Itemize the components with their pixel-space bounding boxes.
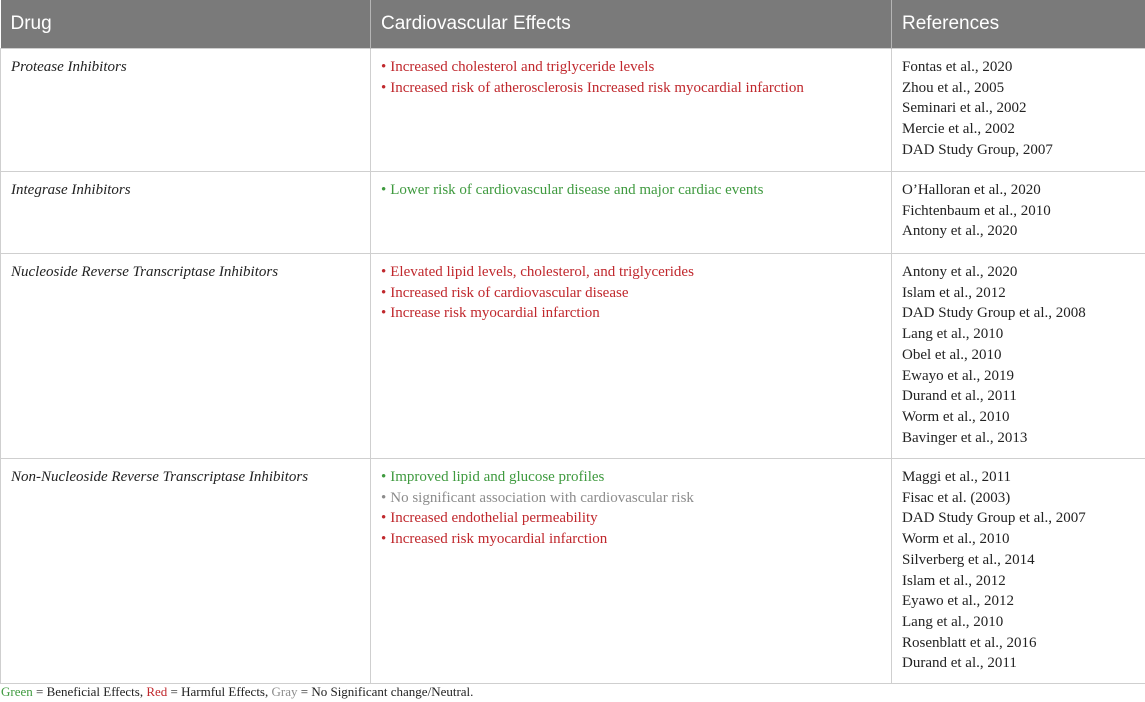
table-row	[1, 49, 1145, 172]
bullet-icon: •	[381, 489, 387, 506]
references-list	[902, 467, 1135, 674]
effects-cell	[371, 49, 892, 172]
legend-red-meaning: = Harmful Effects,	[167, 684, 272, 699]
reference-item: DAD Study Group et al., 2007	[902, 510, 1086, 527]
effects-list	[381, 180, 881, 201]
reference-item: Lang et al., 2010	[902, 613, 1004, 630]
bullet-icon: •	[381, 264, 387, 280]
reference-item: Fisac et al. (2003)	[902, 489, 1011, 506]
effect-item	[381, 57, 881, 78]
reference-item: Durand et al., 2011	[902, 655, 1017, 672]
effect-text: Elevated lipid levels, cholesterol, and triglycerides	[390, 264, 694, 280]
bullet-icon: •	[381, 182, 387, 198]
reference-item: Seminari et al., 2002	[902, 100, 1027, 117]
reference-item: Fichtenbaum et al., 2010	[902, 202, 1051, 219]
references-cell	[892, 49, 1145, 172]
bullet-icon: •	[381, 59, 387, 75]
reference-item: Lang et al., 2010	[902, 326, 1004, 343]
references-cell	[892, 459, 1145, 684]
reference-item: Fontas et al., 2020	[902, 59, 1013, 75]
reference-item: Rosenblatt et al., 2016	[902, 634, 1037, 651]
drug-cell: Nucleoside Reverse Transcriptase Inhibitors	[1, 254, 371, 459]
effect-text: Increase risk myocardial infarction	[390, 305, 600, 322]
reference-item: Bavinger et al., 2013	[902, 429, 1028, 446]
reference-item: DAD Study Group, 2007	[902, 141, 1053, 158]
effects-list	[381, 467, 881, 550]
bullet-icon: •	[381, 284, 387, 301]
reference-item: Islam et al., 2012	[902, 284, 1006, 301]
effect-text: Increased risk myocardial infarction	[390, 531, 608, 548]
reference-item: Worm et al., 2010	[902, 408, 1010, 425]
effect-item	[381, 283, 881, 304]
effect-item	[381, 303, 881, 324]
table-row	[1, 459, 1145, 684]
drug-cell: Non-Nucleoside Reverse Transcriptase Inhibitors	[1, 459, 371, 684]
table-row	[1, 172, 1145, 254]
reference-item: Obel et al., 2010	[902, 346, 1002, 363]
effects-cell	[371, 254, 892, 459]
header-row	[1, 0, 1145, 49]
reference-item: Maggi et al., 2011	[902, 469, 1012, 485]
table-row	[1, 254, 1145, 459]
table-header	[1, 0, 1145, 49]
effect-text: Increased risk of atherosclerosis Increased risk myocardial infarction	[390, 79, 804, 96]
effects-cell	[371, 459, 892, 684]
effect-text: No significant association with cardiovascular risk	[390, 489, 694, 506]
legend-green-label: Green	[1, 684, 33, 699]
effect-text: Lower risk of cardiovascular disease and major cardiac events	[390, 182, 764, 198]
references-cell	[892, 254, 1145, 459]
reference-item: Worm et al., 2010	[902, 531, 1010, 548]
effect-text: Improved lipid and glucose profiles	[390, 469, 605, 485]
reference-item: Antony et al., 2020	[902, 264, 1018, 280]
effect-item	[381, 262, 881, 283]
bullet-icon: •	[381, 469, 387, 485]
bullet-icon: •	[381, 510, 387, 527]
header-drug: Drug	[1, 0, 371, 49]
reference-item: Durand et al., 2011	[902, 388, 1017, 405]
table-body	[1, 49, 1145, 684]
reference-item: O’Halloran et al., 2020	[902, 182, 1041, 198]
drug-cell: Integrase Inhibitors	[1, 172, 371, 254]
legend-gray-label: Gray	[271, 684, 298, 699]
effect-item	[381, 467, 881, 488]
reference-item: Eyawo et al., 2012	[902, 593, 1015, 610]
effect-text: Increased cholesterol and triglyceride levels	[390, 59, 655, 75]
effect-item	[381, 78, 881, 99]
references-list	[902, 57, 1135, 161]
reference-item: Ewayo et al., 2019	[902, 367, 1015, 384]
references-list	[902, 180, 1135, 242]
bullet-icon: •	[381, 531, 387, 548]
effect-text: Increased endothelial permeability	[390, 510, 598, 527]
bullet-icon: •	[381, 305, 387, 322]
effect-item	[381, 180, 881, 201]
effects-list	[381, 57, 881, 98]
effect-item	[381, 529, 881, 550]
bullet-icon: •	[381, 79, 387, 96]
reference-item: Silverberg et al., 2014	[902, 551, 1035, 568]
effect-item	[381, 508, 881, 529]
references-list	[902, 262, 1135, 448]
legend-red-label: Red	[146, 684, 168, 699]
reference-item: Antony et al., 2020	[902, 223, 1018, 240]
effects-cell	[371, 172, 892, 254]
reference-item: Zhou et al., 2005	[902, 79, 1005, 96]
effects-list	[381, 262, 881, 324]
effect-text: Increased risk of cardiovascular disease	[390, 284, 629, 301]
reference-item: Islam et al., 2012	[902, 572, 1006, 589]
references-cell	[892, 172, 1145, 254]
drug-cell: Protease Inhibitors	[1, 49, 371, 172]
header-references: References	[892, 0, 1145, 49]
color-legend	[1, 684, 473, 700]
effect-item	[381, 488, 881, 509]
legend-gray-meaning: = No Significant change/Neutral.	[297, 684, 474, 699]
reference-item: Mercie et al., 2002	[902, 121, 1015, 138]
legend-green-meaning: = Beneficial Effects,	[32, 684, 147, 699]
reference-item: DAD Study Group et al., 2008	[902, 305, 1086, 322]
header-cardiovascular-effects: Cardiovascular Effects	[371, 0, 892, 49]
